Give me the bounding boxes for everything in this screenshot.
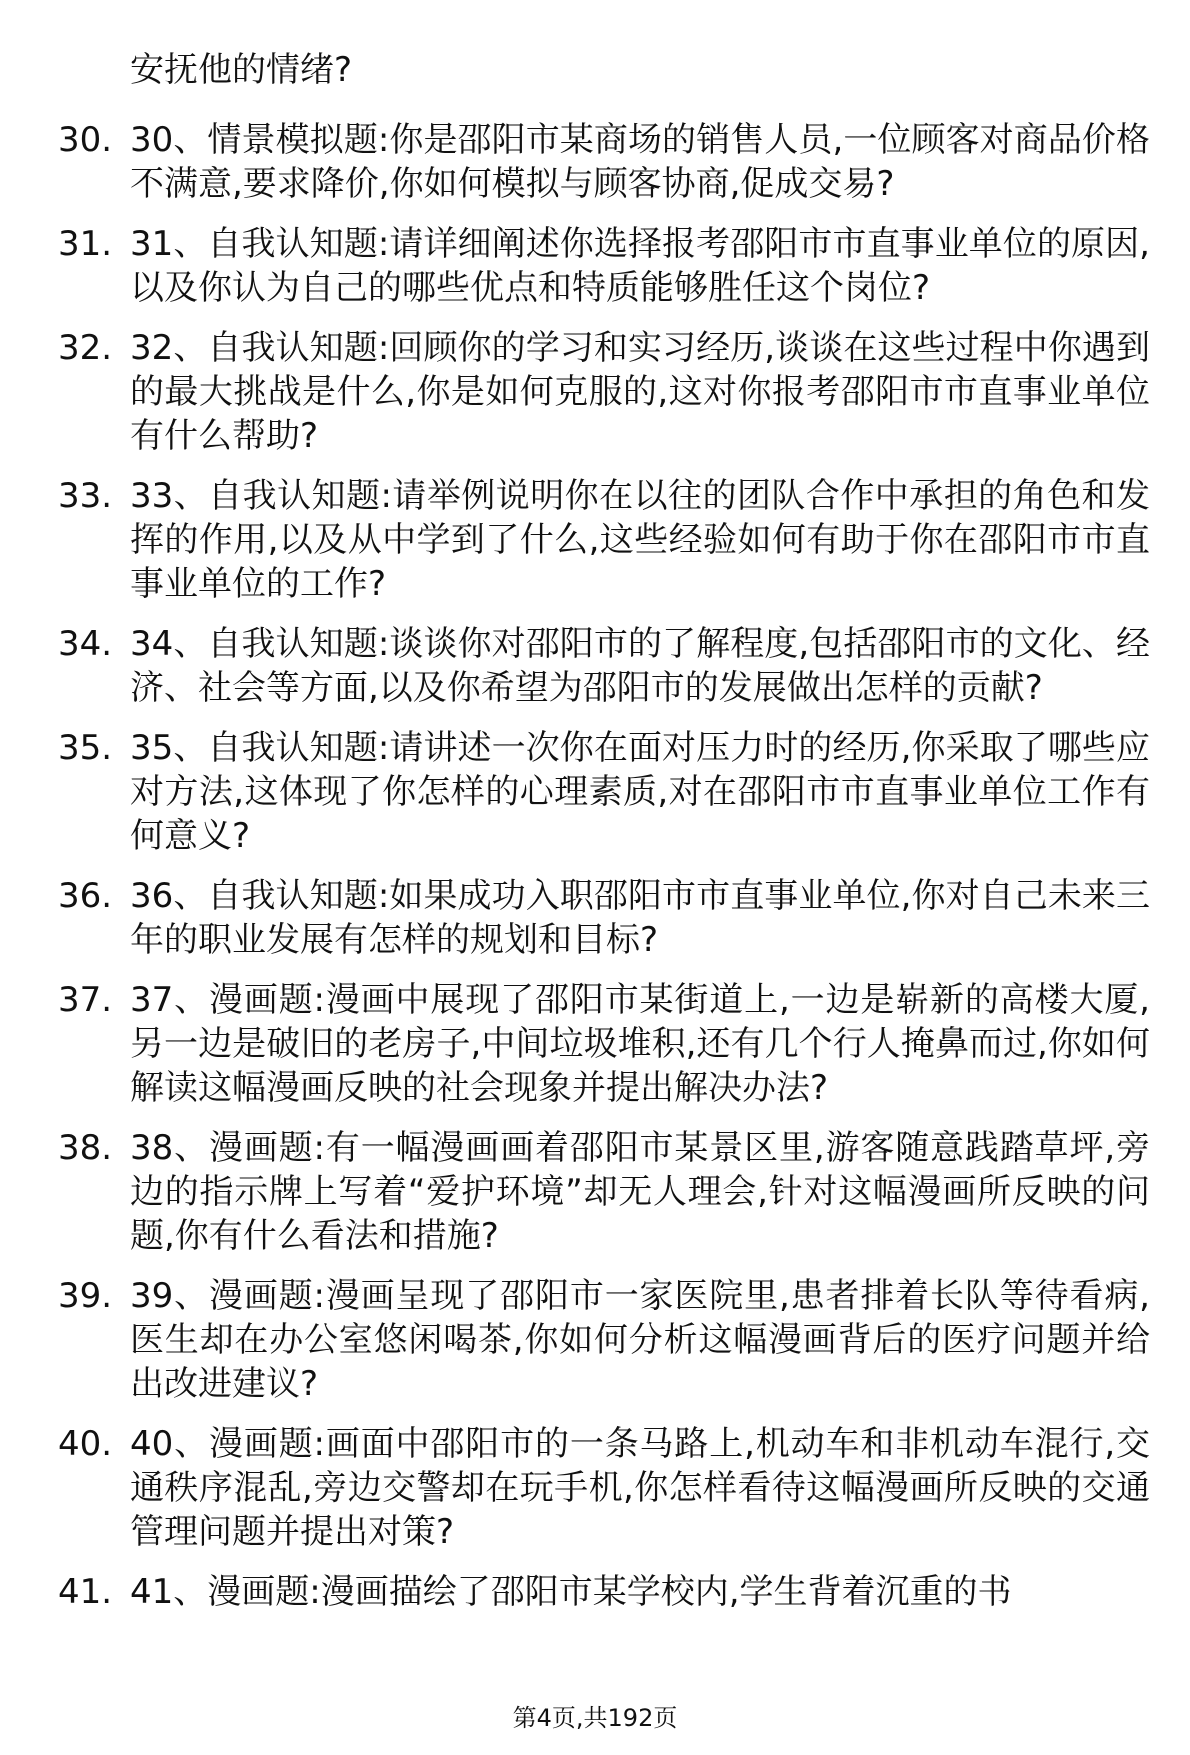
question-text: 41、漫画题:漫画描绘了邵阳市某学校内,学生背着沉重的书 xyxy=(130,1572,1012,1612)
question-text: 37、漫画题:漫画中展现了邵阳市某街道上,一边是崭新的高楼大厦,另一边是破旧的老房子,中间垃圾堆积,还有几个行人掩鼻而过,你如何解读这幅漫画反映的社会现象并提出解决办法? xyxy=(130,980,1150,1108)
list-item xyxy=(0,1570,1190,1614)
question-text: 38、漫画题:有一幅漫画画着邵阳市某景区里,游客随意践踏草坪,旁边的指示牌上写着“爱护环境”却无人理会,针对这幅漫画所反映的问题,你有什么看法和措施? xyxy=(130,1128,1150,1256)
question-text: 34、自我认知题:谈谈你对邵阳市的了解程度,包括邵阳市的文化、经济、社会等方面,以及你希望为邵阳市的发展做出怎样的贡献? xyxy=(130,624,1150,708)
list-item xyxy=(0,978,1190,1110)
question-text: 31、自我认知题:请详细阐述你选择报考邵阳市市直事业单位的原因,以及你认为自己的哪些优点和特质能够胜任这个岗位? xyxy=(130,224,1150,308)
continuation-text: 安抚他的情绪? xyxy=(130,50,353,90)
question-number: 36. xyxy=(58,876,113,916)
list-item xyxy=(0,326,1190,458)
question-list xyxy=(0,118,1190,1630)
list-item xyxy=(0,726,1190,858)
list-item xyxy=(0,222,1190,310)
list-item xyxy=(0,1274,1190,1406)
question-text: 35、自我认知题:请讲述一次你在面对压力时的经历,你采取了哪些应对方法,这体现了你怎样的心理素质,对在邵阳市市直事业单位工作有何意义? xyxy=(130,728,1150,856)
list-item xyxy=(0,874,1190,962)
list-item xyxy=(0,118,1190,206)
question-text: 32、自我认知题:回顾你的学习和实习经历,谈谈在这些过程中你遇到的最大挑战是什么,你是如何克服的,这对你报考邵阳市市直事业单位有什么帮助? xyxy=(130,328,1150,456)
list-item xyxy=(0,1422,1190,1554)
question-number: 40. xyxy=(58,1424,113,1464)
question-text: 33、自我认知题:请举例说明你在以往的团队合作中承担的角色和发挥的作用,以及从中学到了什么,这些经验如何有助于你在邵阳市市直事业单位的工作? xyxy=(130,476,1150,604)
question-number: 33. xyxy=(58,476,113,516)
list-item xyxy=(0,474,1190,606)
question-number: 30. xyxy=(58,120,113,160)
question-number: 37. xyxy=(58,980,113,1020)
question-number: 41. xyxy=(58,1572,113,1612)
question-number: 35. xyxy=(58,728,113,768)
list-item xyxy=(0,622,1190,710)
question-number: 34. xyxy=(58,624,113,664)
question-text: 30、情景模拟题:你是邵阳市某商场的销售人员,一位顾客对商品价格不满意,要求降价,你如何模拟与顾客协商,促成交易? xyxy=(130,120,1150,204)
question-number: 31. xyxy=(58,224,113,264)
page-footer: 第4页,共192页 xyxy=(512,1704,678,1732)
list-item xyxy=(0,1126,1190,1258)
question-text: 39、漫画题:漫画呈现了邵阳市一家医院里,患者排着长队等待看病,医生却在办公室悠闲喝茶,你如何分析这幅漫画背后的医疗问题并给出改进建议? xyxy=(130,1276,1150,1404)
question-text: 40、漫画题:画面中邵阳市的一条马路上,机动车和非机动车混行,交通秩序混乱,旁边交警却在玩手机,你怎样看待这幅漫画所反映的交通管理问题并提出对策? xyxy=(130,1424,1150,1552)
question-number: 39. xyxy=(58,1276,113,1316)
question-text: 36、自我认知题:如果成功入职邵阳市市直事业单位,你对自己未来三年的职业发展有怎样的规划和目标? xyxy=(130,876,1150,960)
question-number: 32. xyxy=(58,328,113,368)
question-number: 38. xyxy=(58,1128,113,1168)
